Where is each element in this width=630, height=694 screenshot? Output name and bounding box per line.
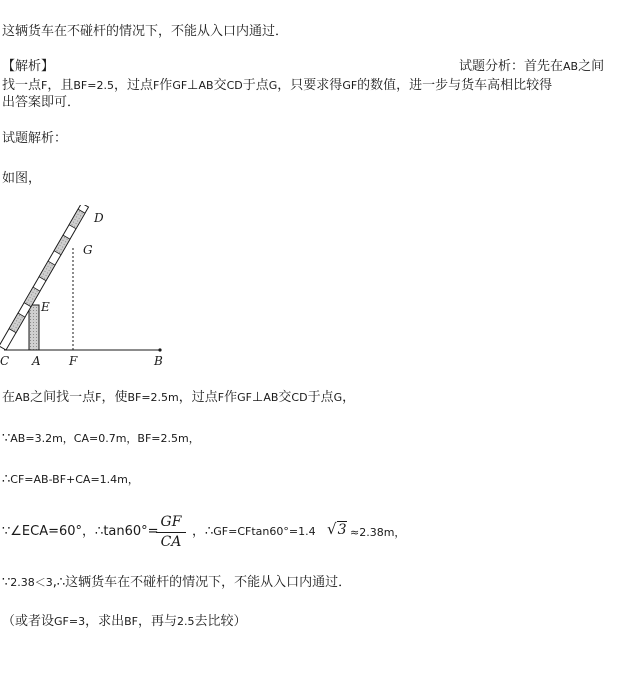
barrier-pole <box>0 205 88 350</box>
t-m: 于点 <box>242 78 269 93</box>
t-f: F <box>152 79 160 92</box>
alt-a: （或者设 <box>2 614 55 629</box>
s5-a: ∵ <box>2 575 11 590</box>
analysis-intro-b: AB <box>563 60 579 73</box>
t-e: ，过点 <box>113 78 153 93</box>
solution-heading: 试题解析： <box>2 131 68 146</box>
t-q: 的数值，进一步与货车高相比较得 <box>357 78 553 93</box>
s1-m: 交 <box>278 390 292 405</box>
label-f: F <box>69 354 78 368</box>
fraction-denominator: CA <box>160 534 182 550</box>
t-o: ，只要求得 <box>277 78 343 93</box>
fraction-bar <box>156 532 186 533</box>
s2-a: ∵ <box>2 431 11 446</box>
s1-o: 于点 <box>307 390 334 405</box>
alt-d: BF <box>124 615 138 628</box>
support-post <box>29 305 39 350</box>
s1-g: ，过点 <box>178 390 218 405</box>
t-g: 作 <box>159 78 173 93</box>
fraction-numerator: GF <box>160 514 182 530</box>
t-l: CD <box>226 79 243 92</box>
analysis-intro-c: 之间 <box>578 59 605 74</box>
s5-c: ,∴这辆货车在不碰杆的情况下，不能从入口内通过． <box>52 575 352 590</box>
t-p: GF <box>342 79 358 92</box>
alt-g: 去比较） <box>194 614 247 629</box>
sqrt-symbol: √ <box>327 520 337 538</box>
conclusion-top: 这辆货车在不碰杆的情况下，不能从入口内通过． <box>2 24 289 39</box>
s1-b: AB <box>15 391 31 404</box>
label-b: B <box>154 354 163 368</box>
t-i: ⊥ <box>187 78 199 93</box>
s3-b: CF=AB-BF+CA=1.4m， <box>10 473 139 486</box>
alt-e: ，再与 <box>137 614 177 629</box>
solution-step4-left: ∵∠ECA=60°，∴tan60°= <box>2 524 159 539</box>
analysis-label: 【解析】 <box>2 59 55 74</box>
t-a: 找一点 <box>2 78 42 93</box>
t-c: ，且 <box>47 78 74 93</box>
s1-c: 之间找一点 <box>30 390 96 405</box>
pole-stripe-5 <box>69 209 85 229</box>
alt-f: 2.5 <box>177 615 195 628</box>
t-b: F <box>41 79 48 92</box>
solution-step4-right: ≈2.38m， <box>350 526 406 539</box>
analysis-intro <box>459 59 604 75</box>
solution-alternative <box>2 614 247 630</box>
s1-l: AB <box>263 391 279 404</box>
solution-step1 <box>2 390 355 406</box>
sqrt-number: 3 <box>337 522 347 538</box>
solution-step2 <box>2 431 200 447</box>
solution-step5 <box>2 575 351 591</box>
t-d: BF=2.5 <box>73 79 114 92</box>
s1-j: GF <box>237 391 252 404</box>
s1-k: ⊥ <box>251 390 264 405</box>
s3-a: ∴ <box>2 472 11 487</box>
s4-c: GF=CFtan60°=1.4 <box>213 525 316 538</box>
pole-stripe-4 <box>54 235 70 255</box>
point-b-dot <box>158 348 161 351</box>
t-n: G <box>268 79 278 92</box>
t-h: GF <box>172 79 188 92</box>
label-g: G <box>83 243 93 257</box>
label-d: D <box>94 211 104 225</box>
t-j: AB <box>198 79 214 92</box>
analysis-line2 <box>2 78 552 94</box>
s1-e: ，使 <box>101 390 128 405</box>
analysis-line3: 出答案即可． <box>2 95 81 110</box>
alt-c: ，求出 <box>85 614 125 629</box>
pole-stripe-3 <box>39 261 55 281</box>
label-a: A <box>32 354 41 368</box>
s2-b: AB=3.2m，CA=0.7m，BF=2.5m， <box>10 432 200 445</box>
t-k: 交 <box>213 78 227 93</box>
alt-b: GF=3 <box>54 615 86 628</box>
s1-p: G <box>333 391 343 404</box>
s1-q: ， <box>342 390 356 405</box>
pole-stripe-2 <box>24 287 40 307</box>
s1-n: CD <box>291 391 308 404</box>
geometry-figure <box>0 205 180 375</box>
pole-stripe-1 <box>9 313 25 333</box>
label-e: E <box>41 300 50 314</box>
fraction-gf-ca <box>156 514 186 550</box>
solution-step3 <box>2 472 139 488</box>
solution-step4-mid <box>192 524 316 540</box>
s1-f: BF=2.5m <box>127 391 179 404</box>
s5-b: 2.38＜3 <box>10 576 53 589</box>
s1-d: F <box>95 391 102 404</box>
s4-b: ，∴ <box>192 524 214 539</box>
s1-i: 作 <box>224 390 238 405</box>
label-c: C <box>0 354 10 368</box>
analysis-intro-a: 试题分析：首先在 <box>459 59 564 74</box>
s1-h: F <box>217 391 225 404</box>
as-figure: 如图， <box>2 171 42 186</box>
sqrt-3 <box>327 520 347 538</box>
s1-a: 在 <box>2 390 16 405</box>
